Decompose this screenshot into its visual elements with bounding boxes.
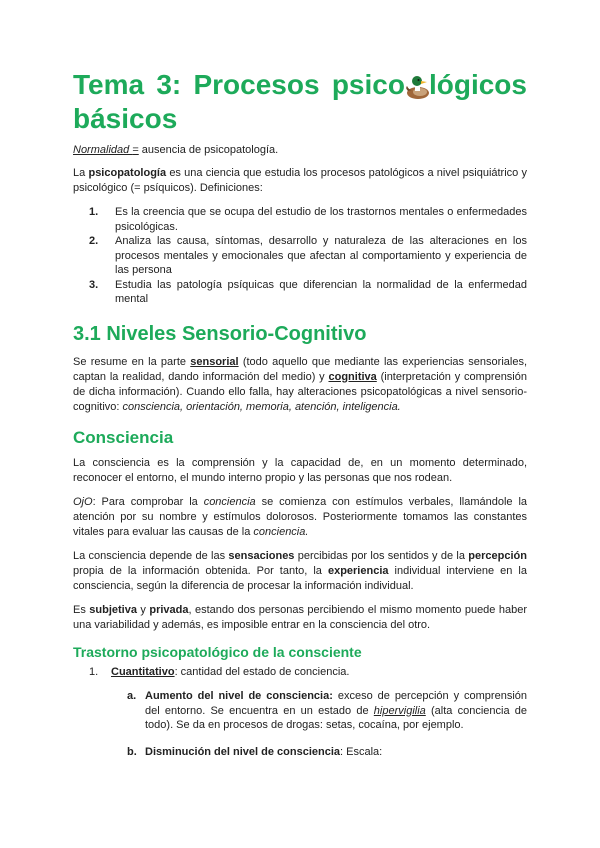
sensorio-cognitivo-paragraph: Se resume en la parte sensorial (todo aquello que mediante las experiencias sensoriales, captan la realidad, dando información del medio) y cognitiva (interpretación y comprensión de dicha información). Cuando ello falla, hay alteraciones psicopatológicas a nivel sensorio-cognitivo: consciencia, orientación, memoria, atención, inteligencia. — [73, 355, 527, 413]
list-item: 1. Es la creencia que se ocupa del estudio de los trastornos mentales o enfermedades psicológicas. — [89, 206, 527, 233]
list-item: 1. Cuantitativo: cantidad del estado de conciencia. — [89, 665, 350, 678]
cuantitativo-sublist — [73, 689, 527, 759]
list-item: 2. Analiza las causa, síntomas, desarrollo y naturaleza de las alteraciones en los procesos mentales y emocionales que afectan al comportamiento y experiencia de las persona — [89, 235, 527, 276]
title-word-psicologicos: psico lógicos — [331, 69, 527, 100]
title-word: 3: — [156, 69, 182, 100]
title-line-1 — [73, 68, 527, 102]
section-heading-3-1: 3.1 Niveles Sensorio-Cognitivo — [73, 322, 367, 345]
consciencia-paragraph-4: Es subjetiva y privada, estando dos personas percibiendo el mismo momento puede haber una variabilidad y además, es imposible entrar en la consciencia del otro. — [73, 603, 527, 631]
list-item: a. Aumento del nivel de consciencia: exceso de percepción y comprensión del entorno. Se encuentra en un estado de hipervigilia (alta conciencia de todo). Se da en procesos de drogas: setas, cocaína, por ejemplo. — [127, 690, 528, 731]
trastorno-list — [73, 665, 527, 680]
normalidad-paragraph: Normalidad = ausencia de psicopatología. — [73, 144, 279, 156]
psicopatologia-paragraph: La psicopatología es una ciencia que estudia los procesos patológicos a nivel psiquiátrico y psicológico (= psíquicos). Definiciones: — [73, 167, 528, 194]
duck-emoji-icon — [403, 74, 431, 100]
definitions-list — [73, 205, 527, 307]
title-word: Tema — [73, 69, 145, 100]
consciencia-paragraph-3: La consciencia depende de las sensaciones percibidas por los sentidos y de la percepción propia de la información obtenida. Por tanto, la experiencia individual interviene en la consciencia, según la diferencia de procesar la información individual. — [73, 549, 527, 592]
list-item: b. Disminución del nivel de consciencia: Escala: — [127, 745, 383, 758]
title-word: Procesos — [193, 69, 320, 100]
title-line-2: básicos — [73, 103, 178, 134]
subsection-heading-trastorno: Trastorno psicopatológico de la consciente — [73, 643, 362, 660]
list-item: 3. Estudia las patología psíquicas que diferencian la normalidad de la enfermedad mental — [89, 278, 527, 305]
subsection-heading-consciencia: Consciencia — [73, 427, 174, 447]
consciencia-paragraph-2: OjO: Para comprobar la conciencia se comienza con estímulos verbales, llamándole la atención por su nombre y estímulos dolorosos. Posteriormente tomamos las constantes vitales para evaluar las causas de la conciencia. — [73, 495, 528, 538]
document-title — [73, 68, 527, 136]
document-page — [73, 68, 527, 759]
consciencia-paragraph-1: La consciencia es la comprensión y la capacidad de, en un momento determinado, reconocer el entorno, el mundo interno propio y las personas que nos rodean. — [73, 456, 527, 484]
